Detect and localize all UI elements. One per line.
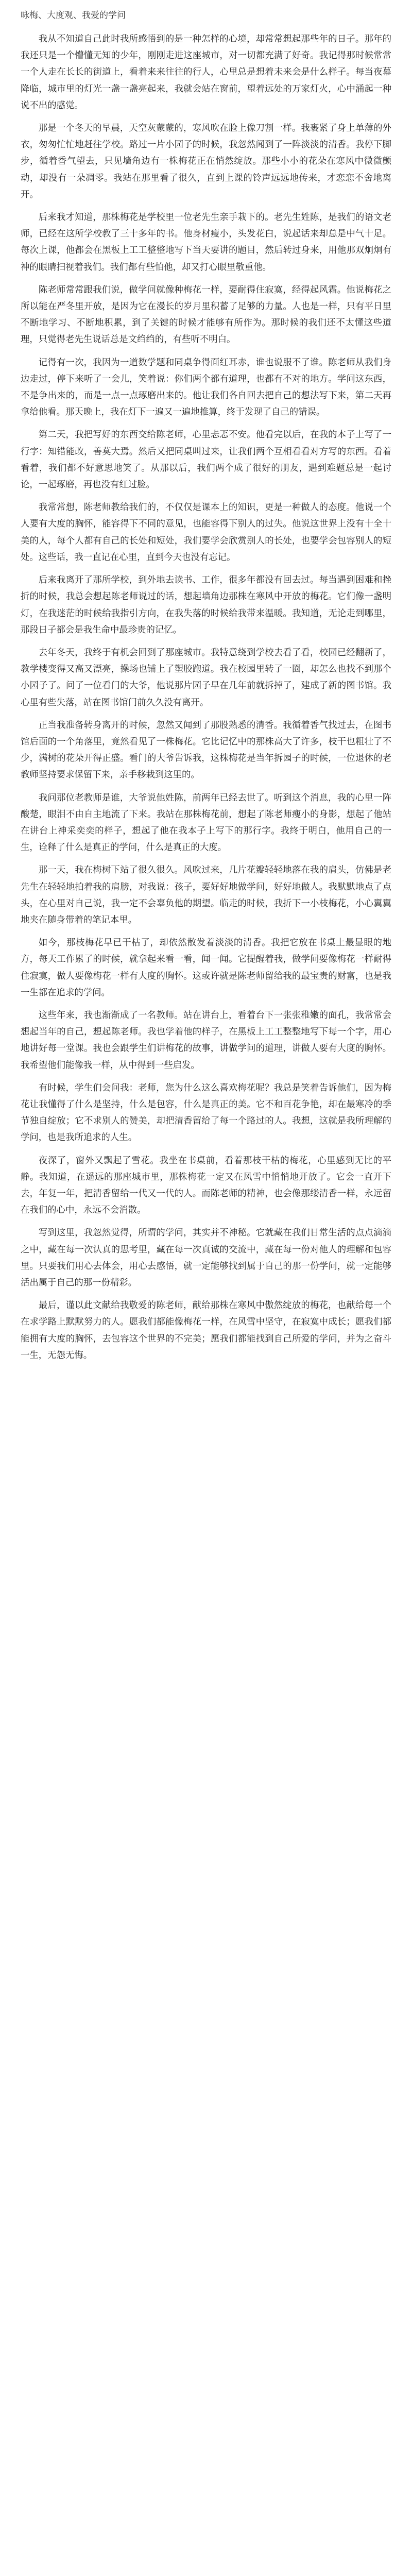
paragraph: 最后，谨以此文献给我敬爱的陈老师，献给那株在寒风中傲然绽放的梅花，也献给每一个在求学路上默默努力的人。愿我们都能像梅花一样，在风雪中坚守，在寂寞中成长；愿我们都能拥有大度的胸怀，去包容这个世界的不完美；愿我们都能找到自己所爱的学问，并为之奋斗一生，无怨无悔。 [21, 1300, 391, 1361]
paragraph: 我问那位老教师是谁，大爷说他姓陈，前两年已经去世了。听到这个消息，我的心里一阵酸楚，眼泪不由自主地流了下来。我站在那株梅花前，想起了陈老师瘦小的身影，想起了他站在讲台上神采奕奕的样子，想起了他在我本子上写下的那行字。我终于明白，他用自己的一生，诠释了什么是真正的学问，什么是真正的大度。 [21, 792, 391, 853]
paragraph: 去年冬天，我终于有机会回到了那座城市。我特意绕到学校去看了看，校园已经翻新了，教学楼变得又高又漂亮，操场也铺上了塑胶跑道。我在校园里转了一圈，却怎么也找不到那个小园子了。问了一位看门的大爷，他说那片园子早在几年前就拆掉了，建成了新的图书馆。我心里有些失落，站在图书馆门前久久没有离开。 [21, 647, 391, 708]
paragraph: 夜深了，窗外又飘起了雪花。我坐在书桌前，看着那枝干枯的梅花，心里感到无比的平静。我知道，在遥远的那座城市里，那株梅花一定又在风雪中悄悄地开放了。它会一直开下去，年复一年，把清香留给一代又一代的人。而陈老师的精神，也会像那缕清香一样，永远留在我们的心中，永远不会消散。 [21, 1155, 391, 1216]
article-body [21, 31, 391, 1364]
paragraph: 我从不知道自己此时我所感悟到的是一种怎样的心境，却常常想起那些年的日子。那年的我还只是一个懵懂无知的少年，刚刚走进这座城市，对一切都充满了好奇。我记得那时候常常一个人走在长长的街道上，看着来来往往的行人，心里总是想着未来会是什么样子。每当夜幕降临，城市里的灯光一盏一盏亮起来，我就会站在窗前，望着远处的万家灯火，心中涌起一种说不出的感觉。 [21, 34, 391, 111]
paragraph: 有时候，学生们会问我：老师，您为什么这么喜欢梅花呢？我总是笑着告诉他们，因为梅花让我懂得了什么是坚持，什么是包容，什么是真正的美。它不和百花争艳，却在最寒冷的季节独自绽放；它不求别人的赞美，却把清香留给了每一个路过的人。我想，这就是我所理解的学问，也是我所追求的人生。 [21, 1082, 391, 1143]
paragraph: 如今，那枝梅花早已干枯了，却依然散发着淡淡的清香。我把它放在书桌上最显眼的地方，每天工作累了的时候，就拿起来看一看，闻一闻。它提醒着我，做学问要像梅花一样耐得住寂寞，做人要像梅花一样有大度的胸怀。这或许就是陈老师留给我的最宝贵的财富，也是我一生都在追求的学问。 [21, 938, 391, 998]
paragraph: 后来我才知道，那株梅花是学校里一位老先生亲手栽下的。老先生姓陈，是我们的语文老师，已经在这所学校教了三十多年的书。他身材瘦小，头发花白，说起话来却总是中气十足。每次上课，他都会在黑板上工工整整地写下当天要讲的题目，然后转过身来，用他那双炯炯有神的眼睛扫视着我们。我们都有些怕他，却又打心眼里敬重他。 [21, 212, 391, 273]
paragraph: 后来我离开了那所学校，到外地去读书、工作，很多年都没有回去过。每当遇到困难和挫折的时候，我总会想起陈老师说过的话，想起墙角边那株在寒风中开放的梅花。它们像一盏明灯，在我迷茫的时候给我指引方向，在我失落的时候给我带来温暖。我知道，无论走到哪里，那段日子都会是我生命中最珍贵的记忆。 [21, 575, 391, 635]
paragraph: 那是一个冬天的早晨，天空灰蒙蒙的，寒风吹在脸上像刀割一样。我裹紧了身上单薄的外衣，匆匆忙忙地赶往学校。路过一片小园子的时候，我忽然闻到了一阵淡淡的清香。我停下脚步，循着香气望去，只见墙角边有一株梅花正在悄然绽放。那些小小的花朵在寒风中微微颤动，却没有一朵凋零。我站在那里看了很久，直到上课的铃声远远地传来，才恋恋不舍地离开。 [21, 123, 391, 200]
paragraph: 那一天，我在梅树下站了很久很久。风吹过来，几片花瓣轻轻地落在我的肩头，仿佛是老先生在轻轻地拍着我的肩膀，对我说：孩子，要好好地做学问，好好地做人。我默默地点了点头，在心里对自己说，我一定不会辜负他的期望。临走的时候，我折下一小枝梅花，小心翼翼地夹在随身带着的笔记本里。 [21, 865, 391, 925]
document-title: 咏梅、大度观、我爱的学问 [21, 10, 126, 21]
paragraph: 正当我准备转身离开的时候，忽然又闻到了那股熟悉的清香。我循着香气找过去，在图书馆后面的一个角落里，竟然看见了一株梅花。它比记忆中的那株高大了许多，枝干也粗壮了不少，满树的花朵开得正盛。看门的大爷告诉我，这株梅花是当年拆园子的时候，一位退休的老教师坚持要求保留下来，亲手移栽到这里的。 [21, 720, 391, 781]
paragraph: 记得有一次，我因为一道数学题和同桌争得面红耳赤，谁也说服不了谁。陈老师从我们身边走过，停下来听了一会儿，笑着说：你们两个都有道理，也都有不对的地方。学问这东西，不是争出来的，而是一点一点琢磨出来的。他让我们各自回去把自己的想法写下来，第二天再拿给他看。那天晚上，我在灯下一遍又一遍地推算，终于发现了自己的错误。 [21, 357, 391, 418]
paragraph: 写到这里，我忽然觉得，所谓的学问，其实并不神秘。它就藏在我们日常生活的点点滴滴之中，藏在每一次认真的思考里，藏在每一次真诚的交流中，藏在每一份对他人的理解和包容里。只要我们用心去体会，用心去感悟，就一定能够找到属于自己的那一份学问，就一定能够活出属于自己的那一份精彩。 [21, 1228, 391, 1289]
paragraph: 陈老师常常跟我们说，做学问就像种梅花一样，要耐得住寂寞，经得起风霜。他说梅花之所以能在严冬里开放，是因为它在漫长的岁月里积蓄了足够的力量。人也是一样，只有平日里不断地学习、不断地积累，到了关键的时候才能够有所作为。那时候的我们还不太懂这些道理，只觉得老先生说话总是文绉绉的，有些听不明白。 [21, 284, 391, 345]
paragraph: 第二天，我把写好的东西交给陈老师，心里忐忑不安。他看完以后，在我的本子上写了一行字：知错能改，善莫大焉。然后又把同桌叫过来，让我们两个互相看看对方写的东西。看着看着，我们都不好意思地笑了。从那以后，我们两个成了很好的朋友，遇到难题总是一起讨论，一起琢磨，再也没有红过脸。 [21, 430, 391, 490]
paragraph: 这些年来，我也渐渐成了一名教师。站在讲台上，看着台下一张张稚嫩的面孔，我常常会想起当年的自己，想起陈老师。我也学着他的样子，在黑板上工工整整地写下每一个字，用心地讲好每一堂课。我也会跟学生们讲梅花的故事，讲做学问的道理，讲做人要有大度的胸怀。我希望他们能像我一样，从中得到一些启发。 [21, 1010, 391, 1071]
paragraph: 我常常想，陈老师教给我们的，不仅仅是课本上的知识，更是一种做人的态度。他说一个人要有大度的胸怀，能容得下不同的意见，也能容得下别人的过失。他说这世界上没有十全十美的人，每个人都有自己的长处和短处，我们要学会欣赏别人的长处，也要学会包容别人的短处。这些话，我一直记在心里，直到今天也没有忘记。 [21, 502, 391, 563]
